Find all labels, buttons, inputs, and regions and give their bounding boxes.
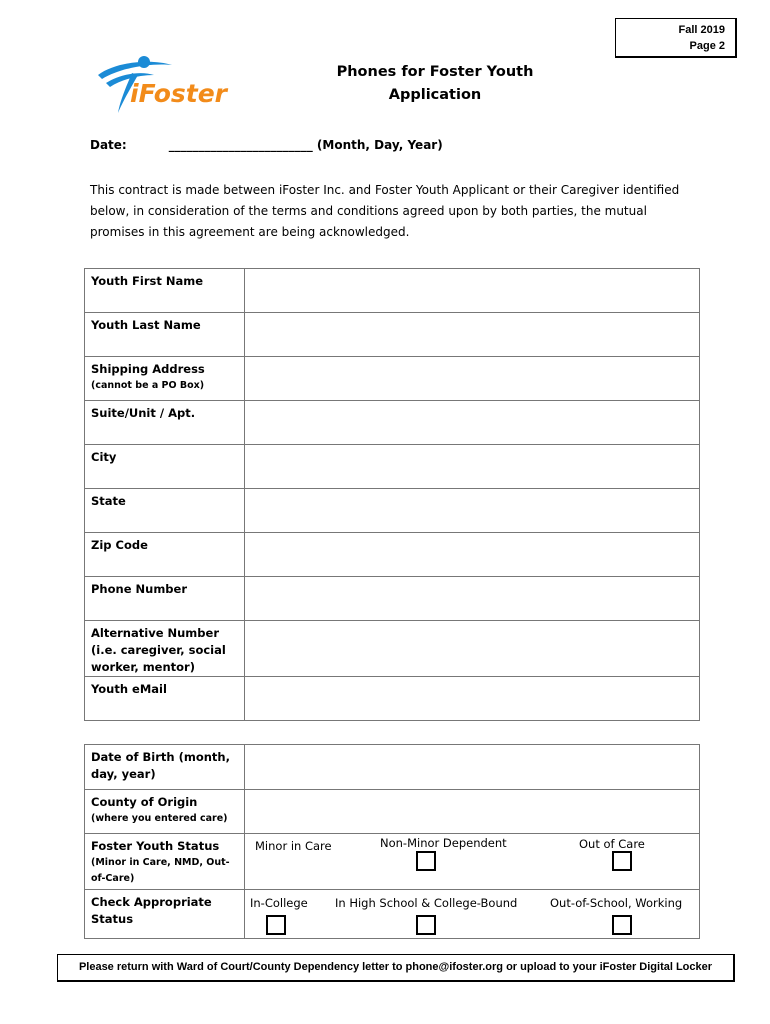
page-title	[300, 61, 570, 107]
label-suite: Suite/Unit / Apt.	[85, 401, 245, 445]
phone-number-field[interactable]	[245, 577, 700, 621]
label-youth-email: Youth eMail	[85, 677, 245, 721]
label-check-appropriate-status: Check Appropriate Status	[85, 890, 245, 939]
page-label: Page 2	[689, 40, 725, 52]
youth-info-table	[84, 268, 700, 721]
checkbox-non-minor-dependent[interactable]	[416, 851, 436, 871]
shipping-address-label: Shipping Address	[91, 362, 205, 376]
checkbox-out-of-school-working[interactable]	[612, 915, 632, 935]
status-options-cell	[245, 834, 700, 890]
status-note: (Minor in Care, NMD, Out-of-Care)	[91, 857, 230, 884]
option-minor-in-care: Minor in Care	[255, 839, 332, 853]
footer-instruction: Please return with Ward of Court/County Dependency letter to phone@ifoster.org or upload to your iFoster Digital Locker	[57, 954, 735, 982]
youth-last-name-field[interactable]	[245, 313, 700, 357]
option-in-college: In-College	[250, 896, 308, 910]
term-label: Fall 2019	[678, 24, 725, 36]
label-city: City	[85, 445, 245, 489]
date-line	[90, 138, 443, 152]
option-non-minor-dependent: Non-Minor Dependent	[380, 836, 507, 850]
contract-text: This contract is made between iFoster Inc. and Foster Youth Applicant or their Caregiver identified below, in consideration of the terms and conditions agreed upon by both parties, the mutual promises in this agreement are being acknowledged.	[90, 183, 680, 239]
alternative-number-field[interactable]	[245, 621, 700, 677]
label-county-of-origin	[85, 790, 245, 834]
city-field[interactable]	[245, 445, 700, 489]
label-youth-first-name: Youth First Name	[85, 269, 245, 313]
option-high-school-college-bound: In High School & College-Bound	[335, 896, 518, 910]
label-zip-code: Zip Code	[85, 533, 245, 577]
label-state: State	[85, 489, 245, 533]
county-note: (where you entered care)	[91, 813, 228, 824]
ifoster-logo	[92, 53, 227, 119]
option-out-of-school-working: Out-of-School, Working	[550, 896, 683, 910]
title-line-2: Application	[388, 87, 482, 103]
zip-code-field[interactable]	[245, 533, 700, 577]
option-out-of-care: Out of Care	[579, 837, 645, 851]
state-field[interactable]	[245, 489, 700, 533]
checkbox-high-school-college-bound[interactable]	[416, 915, 436, 935]
date-of-birth-field[interactable]	[245, 745, 700, 790]
youth-email-field[interactable]	[245, 677, 700, 721]
status-label: Foster Youth Status	[91, 839, 220, 853]
title-line-1: Phones for Foster Youth	[336, 64, 534, 80]
youth-first-name-field[interactable]	[245, 269, 700, 313]
date-blank[interactable]: ________________________	[168, 138, 313, 152]
checkbox-minor-in-care[interactable]	[266, 915, 286, 935]
suite-field[interactable]	[245, 401, 700, 445]
header-box	[615, 18, 737, 58]
county-of-origin-field[interactable]	[245, 790, 700, 834]
label-foster-youth-status	[85, 834, 245, 890]
label-alternative-number: Alternative Number (i.e. caregiver, social worker, mentor)	[85, 621, 245, 677]
shipping-address-note: (cannot be a PO Box)	[91, 380, 205, 391]
label-date-of-birth: Date of Birth (month, day, year)	[85, 745, 245, 790]
label-youth-last-name: Youth Last Name	[85, 313, 245, 357]
label-shipping-address	[85, 357, 245, 401]
label-phone-number: Phone Number	[85, 577, 245, 621]
checkbox-out-of-care[interactable]	[612, 851, 632, 871]
ifoster-logo-graphic	[92, 53, 227, 119]
status-table	[84, 744, 700, 939]
date-label: Date:	[90, 138, 127, 152]
check-options-cell	[245, 890, 700, 939]
svg-text:iFoster: iFoster	[130, 79, 227, 108]
shipping-address-field[interactable]	[245, 357, 700, 401]
county-label: County of Origin	[91, 795, 198, 809]
date-hint: (Month, Day, Year)	[316, 138, 443, 152]
